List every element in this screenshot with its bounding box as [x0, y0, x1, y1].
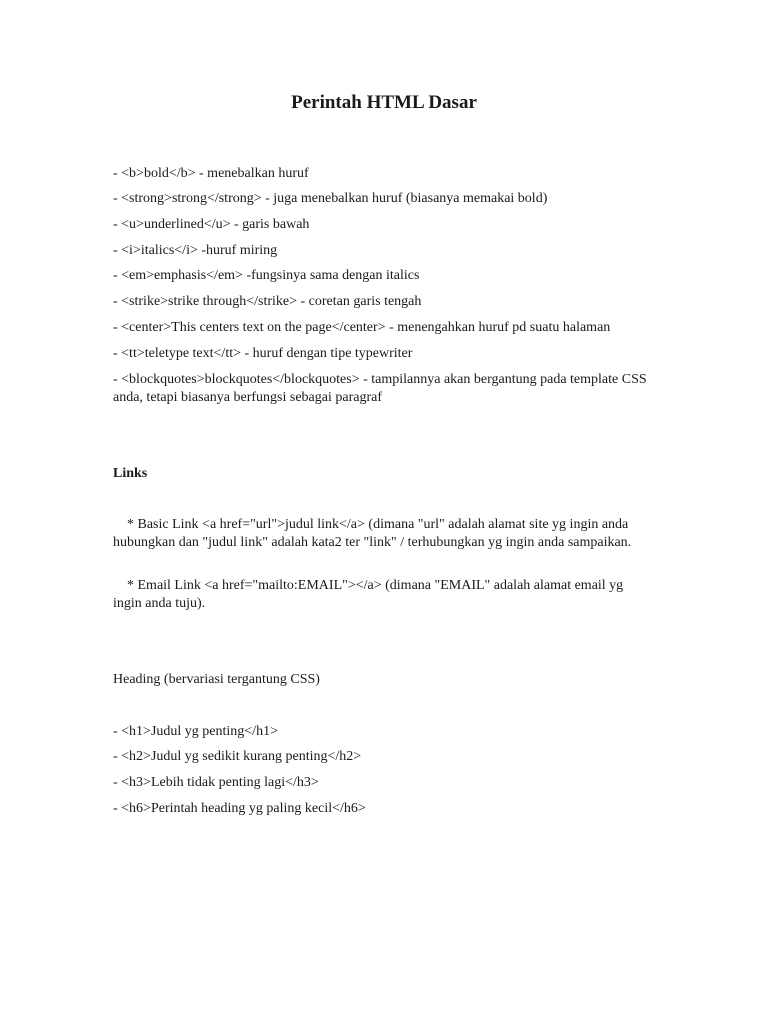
tag-item-blockquotes: - <blockquotes>blockquotes</blockquotes> - tampilannya akan bergantung pada template CSS anda, tetapi biasanya berfungsi sebagai paragraf [113, 372, 647, 405]
heading-item-h6: - <h6>Perintah heading yg paling kecil</h6> [113, 801, 366, 816]
tag-item-strong: - <strong>strong</strong> - juga menebalkan huruf (biasanya memakai bold) [113, 191, 548, 206]
page-title: Perintah HTML Dasar [291, 92, 477, 113]
heading-item-h1: - <h1>Judul yg penting</h1> [113, 724, 278, 739]
tag-item-center: - <center>This centers text on the page</center> - menengahkan huruf pd suatu halaman [113, 320, 611, 335]
tag-item-emphasis: - <em>emphasis</em> -fungsinya sama dengan italics [113, 268, 420, 283]
tag-item-italics: - <i>italics</i> -huruf miring [113, 243, 278, 258]
tag-item-teletype: - <tt>teletype text</tt> - huruf dengan tipe typewriter [113, 346, 413, 361]
email-link-item: * Email Link <a href="mailto:EMAIL"></a> (dimana "EMAIL" adalah alamat email yg ingin anda tuju). [113, 578, 624, 611]
heading-section-title: Heading (bervariasi tergantung CSS) [113, 672, 320, 687]
tag-item-underline: - <u>underlined</u> - garis bawah [113, 217, 310, 232]
heading-item-h2: - <h2>Judul yg sedikit kurang penting</h2> [113, 749, 362, 764]
links-heading: Links [113, 466, 148, 481]
tag-item-bold: - <b>bold</b> - menebalkan huruf [113, 166, 309, 181]
tag-item-strike: - <strike>strike through</strike> - coretan garis tengah [113, 294, 422, 309]
basic-link-item: * Basic Link <a href="url">judul link</a> (dimana "url" adalah alamat site yg ingin anda hubungkan dan "judul link" adalah kata2 ter "link" / terhubungkan yg ingin anda sampaikan. [113, 517, 632, 550]
heading-item-h3: - <h3>Lebih tidak penting lagi</h3> [113, 775, 319, 790]
